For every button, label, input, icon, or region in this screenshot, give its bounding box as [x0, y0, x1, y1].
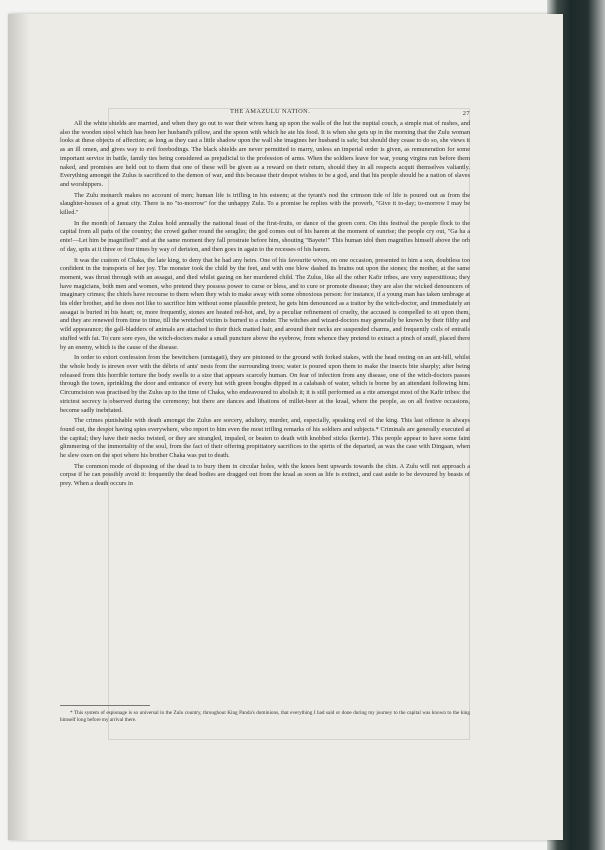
paragraph: In the month of January the Zulus hold annually the national feast of the first-fruits, or dance of the green corn. On this festival the people flock to the capital from all parts of the country; the crowd gather round the seraglio; the god comes out of his harem at the moment of sunrise; the people cry out, "Ga ha a ente!—Let him be magnified!" and at the same moment they fall prostrate before him, shouting "Bayete!" This human idol then magnifies himself above the orb of day, spits at it three or four times by way of derision, and then goes in again to the recesses of his harem. [60, 219, 470, 253]
body-text [60, 120, 470, 491]
page-gutter [8, 14, 30, 840]
paragraph: In order to extort confession from the bewitchers (umtagati), they are pinioned to the ground with forked stakes, with the head resting on an ant-hill, whilst the whole body is strewn over with the débris of ants' nests from the surrounding trees; water is poured upon them to make the insects bite sharply; after being released from this horrible torture the body swells to a size that appears scarcely human. On fear of infection from any disease, one of the witch-doctors passes through the town, sprinkling the door and entrance of every hut with green boughs dipped in a calabash of water, which is borne by an attendant following him. Circumcision was practised by the Zulus up to the time of Chaka, who endeavoured to abolish it; it is still performed as a rite amongst most of the Kafir tribes: the strictest secrecy is observed during the ceremony; but there are dances and libations of millet-beer at the kraal, where the people, as on all festive occasions, become sadly inebriated. [60, 354, 470, 414]
page-number: 27 [462, 110, 470, 117]
paragraph: It was the custom of Chaka, the late king, to deny that he had any heirs. One of his favourite wives, on one occasion, presented to him a son, doubtless too confident in the transports of her joy. The monster took the child by the feet, and with one blow dashed its brains out upon the stones; the mother, at the same moment, was thrust through with an assagai, and died whilst gazing on her murdered child. The Zulus, like all the other Kafir tribes, are very superstitious; they have magicians, both men and women, who pretend they possess power to curse or bless, and to cure or promote disease; they are also the wicked denouncers of imaginary crimes; the chiefs have recourse to them when they wish to make away with some obnoxious person: for instance, if a young man has taken umbrage at his elder brother, and he does not like to sacrifice him without some plausible pretext, he gets him denounced as a traitor by the witch-doctor, and immediately an assagai is buried in his heart; or, more frequently, stones are heated red-hot, and, by a peculiar refinement of cruelty, the accused is compelled to sit upon them, and they are renewed from time to time, till the wretched victim is burned to a cinder. The witches and wizard-doctors may generally be known by their filthy and wild appearance; the gall-bladders of animals are attached to their thick matted hair, and around their necks are suspended charms, and frequently coils of entrails stuffed with fat. To cure sore eyes, the witch-doctors make a small puncture above the eyebrow, from whence they pretend to extract a pinch of snuff, placed there by an enemy, which is the cause of the disease. [60, 256, 470, 351]
paragraph: The common mode of disposing of the dead is to bury them in circular holes, with the knees bent upwards towards the chin. A Zulu will not approach a corpse if he can possibly avoid it: frequently the dead bodies are dragged out from the kraal as soon as life is extinct, and cast aside to be devoured by beasts of prey. When a death occurs in [60, 462, 470, 488]
footnote-rule [60, 705, 150, 706]
running-title: THE AMAZULU NATION. [230, 108, 311, 115]
paragraph: The Zulu monarch makes no account of men; human life is trifling in his esteem; at the tyrant's nod the crimson tide of life is poured out as from the slaughter-houses of a great city. There is no "to-morrow" for the unhappy Zulu. To a promise he replies with the proverb, "Give it to-day; to-morrow I may be killed." [60, 191, 470, 217]
paragraph: All the white shields are married, and when they go out to war their wives hang up upon the walls of the hut the nuptial couch, a simple mat of rushes, and also the wooden stool which has been her husband's pillow, and the spoon with which he ate his food. It is when she gets up in the morning that the Zulu woman looks at these objects of affection; as long as they cast a little shadow upon the wall she imagines her husband is safe; but should they cease to do so, she views it as an ill omen, and gives way to evil forebodings. The black shields are never permitted to marry, unless an imperial order is given, as remuneration for some important service in battle, family ties being considered as prejudicial to the profession of arms. When the soldiers leave for war, young virgins run before them naked, and promises are held out to them that one of these will be given as a reward on their return, should they in all respects acquit themselves valiantly. Everything amongst the Zulus is sacrificed to the demon of war, and this because their despot wishes to be a god, and that his people should be a nation of slaves and worshippers. [60, 120, 470, 188]
footnote: * This system of espionage is so universal in the Zulu country, throughout King Panda's dominions, that everything I had said or done during my journey to the capital was known to the king himself long before my arrival there. [60, 710, 470, 723]
paragraph: The crimes punishable with death amongst the Zulus are sorcery, adultery, murder, and, especially, speaking evil of the king. This last offence is always found out, the despot having spies everywhere, who report to him even the most trifling remarks of his soldiers and subjects.* Criminals are generally executed at the capital; they have their necks twisted, or they are strangled, impaled, or beaten to death with knobbed sticks (kerrie). This people appear to have some faint glimmering of the immortality of the soul, from the fact of their offering propitiatory sacrifices to the spirits of the departed, as was the case with Dingaan, when he slew oxen on the spot where his brother Chaka was put to death. [60, 417, 470, 460]
